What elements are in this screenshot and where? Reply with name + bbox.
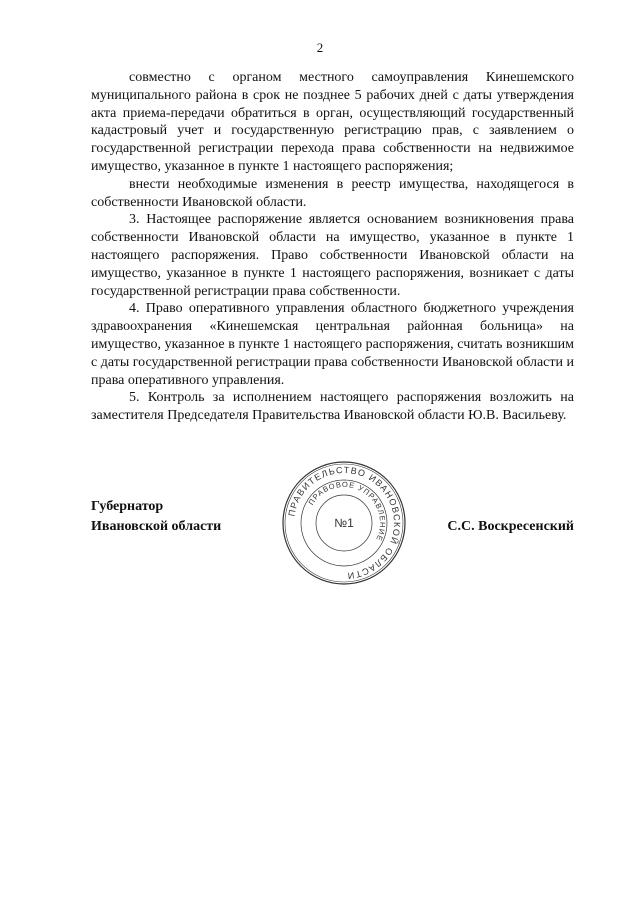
paragraph-registry-changes: внести необходимые изменения в реестр имущества, находящегося в собственности Ивановской области. — [91, 176, 574, 210]
page-number: 2 — [316, 40, 324, 55]
seal-outer-text: ПРАВИТЕЛЬСТВО ИВАНОВСКОЙ ОБЛАСТИ — [286, 464, 403, 582]
signatory-title — [91, 497, 221, 537]
seal-number: №1 — [334, 516, 354, 530]
paragraph-item-5: 5. Контроль за исполнением настоящего распоряжения возложить на заместителя Председателя Правительства Ивановской области Ю.В. Васильеву. — [91, 390, 574, 424]
signatory-name: С.С. Воскресенский — [447, 519, 574, 534]
signatory-title-line2: Ивановской области — [91, 519, 222, 534]
paragraph-continuation: совместно с органом местного самоуправления Кинешемского муниципального района в срок не позднее 5 рабочих дней с даты утверждения акта приема-передачи обратиться в орган, осуществляющий государственный кадастровый учет и государственную регистрацию прав, с заявлением о государственной регистрации перехода права собственности на недвижимое имущество, указанное в пункте 1 настоящего распоряжения; — [91, 70, 574, 174]
paragraph-item-3: 3. Настоящее распоряжение является основанием возникновения права собственности Ивановской области на имущество, указанное в пункте 1 настоящего распоряжения. Право собственности Ивановской области на имущество, указанное в пункте 1 настоящего распоряжения, возникает с даты государственной регистрации права собственности. — [91, 212, 574, 299]
official-seal — [281, 460, 407, 586]
paragraph-item-4: 4. Право оперативного управления областного бюджетного учреждения здравоохранения «Кинешемская центральная районная больница» на имущество, указанное в пункте 1 настоящего распоряжения, считать возникшим с даты государственной регистрации права собственности Ивановской области и права оперативного управления. — [91, 301, 574, 388]
seal-graphic — [281, 460, 407, 586]
signatory-title-line1: Губернатор — [91, 499, 164, 514]
seal-inner-text: ПРАВОВОЕ УПРАВЛЕНИЕ — [306, 479, 388, 543]
document-body — [91, 69, 574, 425]
